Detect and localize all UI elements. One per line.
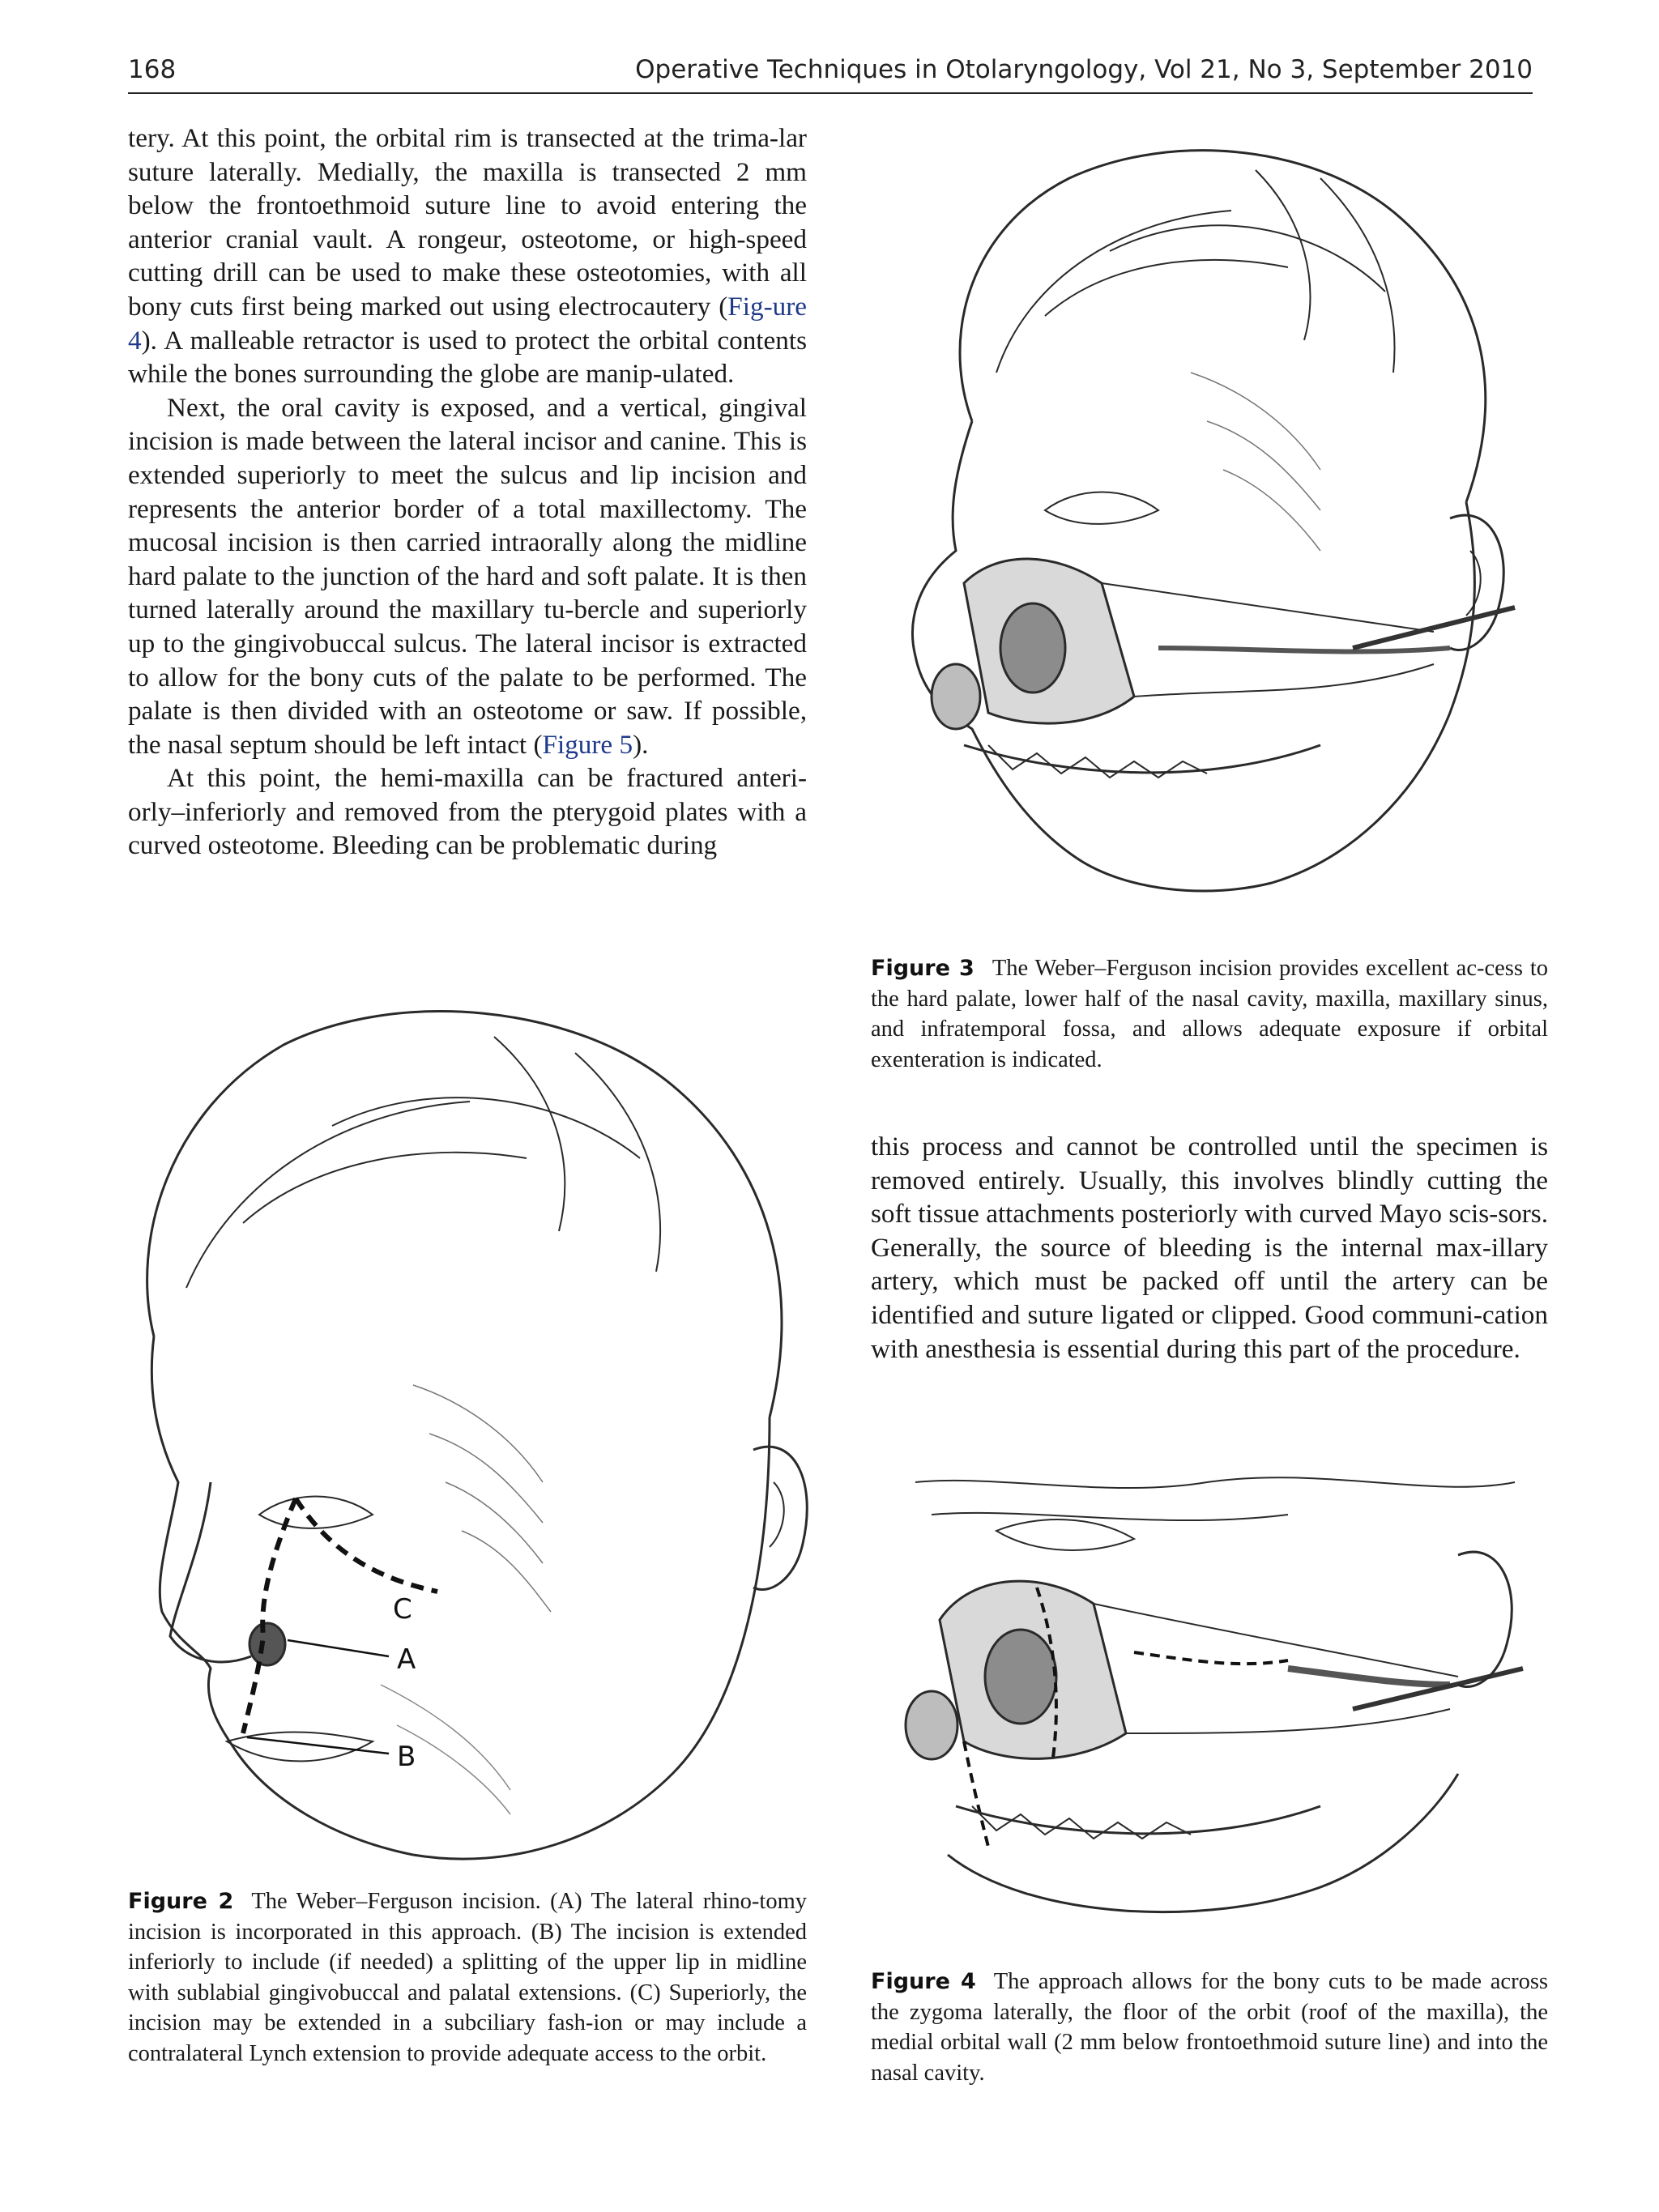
figure-2-illustration — [122, 996, 818, 1871]
journal-citation: Operative Techniques in Otolaryngology, Vol 21, No 3, September 2010 — [635, 55, 1533, 84]
page-number: 168 — [128, 55, 177, 84]
marker-a: A — [397, 1643, 416, 1676]
figure-4-drawing — [867, 1466, 1531, 1936]
figure-3-caption-text: The Weber–Ferguson incision provides excellent ac-cess to the hard palate, lower half of the nasal cavity, maxilla, maxillary sinus, and infratemporal fossa, and allows adequate exposure if orbital exenteration is indicated. — [871, 956, 1548, 1072]
text-run: tery. At this point, the orbital rim is transected at the trima-lar suture laterally. Medially, the maxilla is transected 2 mm below the frontoethmoid suture line to avoid entering the anterior cranial vault. A rongeur, osteotome, or high-speed cutting drill can be used to make these osteotomies, with all bony cuts first being marked out using electrocautery ( — [128, 123, 807, 322]
figure-2-caption-text: The Weber–Ferguson incision. (A) The lateral rhino-tomy incision is incorporated in this approach. (B) The incision is extended inferiorly to include (if needed) a splitting of the upper lip in midline with sublabial gingivobuccal and palatal extensions. (C) Superiorly, the incision may be extended in a subciliary fash-ion or may include a contralateral Lynch extension to provide adequate access to the orbit. — [128, 1889, 807, 2066]
figure-3-illustration — [867, 130, 1531, 907]
paragraph — [128, 391, 807, 762]
running-header — [128, 50, 1533, 94]
text-run: ). A malleable retractor is used to protect the orbital contents while the bones surrounding the globe are manip-ulated. — [128, 325, 807, 390]
figure-2-label: Figure 2 — [128, 1889, 234, 1914]
marker-c: C — [393, 1593, 412, 1626]
paragraph: At this point, the hemi-maxilla can be fractured anteri-orly–inferiorly and removed from the pterygoid plates with a curved osteotome. Bleeding can be problematic during — [128, 763, 807, 861]
figure-4-illustration — [867, 1466, 1531, 1936]
right-column-text — [871, 1130, 1548, 1366]
paragraph — [128, 121, 807, 391]
figure-2-caption — [128, 1886, 807, 2069]
text-run: ). — [633, 729, 649, 760]
figure-2-drawing — [122, 996, 818, 1871]
figure-4-label: Figure 4 — [871, 1969, 976, 1994]
left-column-text — [128, 121, 807, 863]
paragraph: this process and cannot be controlled until the specimen is removed entirely. Usually, this involves blindly cutting the soft tissue attachments posteriorly with curved Mayo scis-sors. Generally, the source of bleeding is the internal max-illary artery, which must be packed off until the artery can be identified and suture ligated or clipped. Good communi-cation with anesthesia is essential during this part of the procedure. — [871, 1132, 1548, 1364]
figure-4-link[interactable]: Fig-ure 4 — [128, 291, 807, 356]
marker-b: B — [397, 1741, 416, 1773]
text-run: Next, the oral cavity is exposed, and a vertical, gingival incision is made between the lateral incisor and canine. This is extended superiorly to meet the sulcus and lip incision and represents the anterior border of a total maxillectomy. The mucosal incision is then carried intraorally along the midline hard palate to the junction of the hard and soft palate. It is then turned laterally around the maxillary tu-bercle and superiorly up to the gingivobuccal sulcus. The lateral incisor is extracted to allow for the bony cuts of the palate to be performed. The palate is then divided with an osteotome or saw. If possible, the nasal septum should be left intact ( — [128, 392, 807, 760]
figure-4-caption — [871, 1967, 1548, 2088]
figure-3-drawing — [867, 130, 1531, 907]
figure-5-link[interactable]: Figure 5 — [542, 729, 633, 760]
figure-4-caption-text: The approach allows for the bony cuts to be made across the zygoma laterally, the floor of the orbit (roof of the maxilla), the medial orbital wall (2 mm below frontoethmoid suture line) and into the nasal cavity. — [871, 1969, 1548, 2086]
figure-3-caption — [871, 953, 1548, 1075]
figure-3-label: Figure 3 — [871, 956, 975, 981]
